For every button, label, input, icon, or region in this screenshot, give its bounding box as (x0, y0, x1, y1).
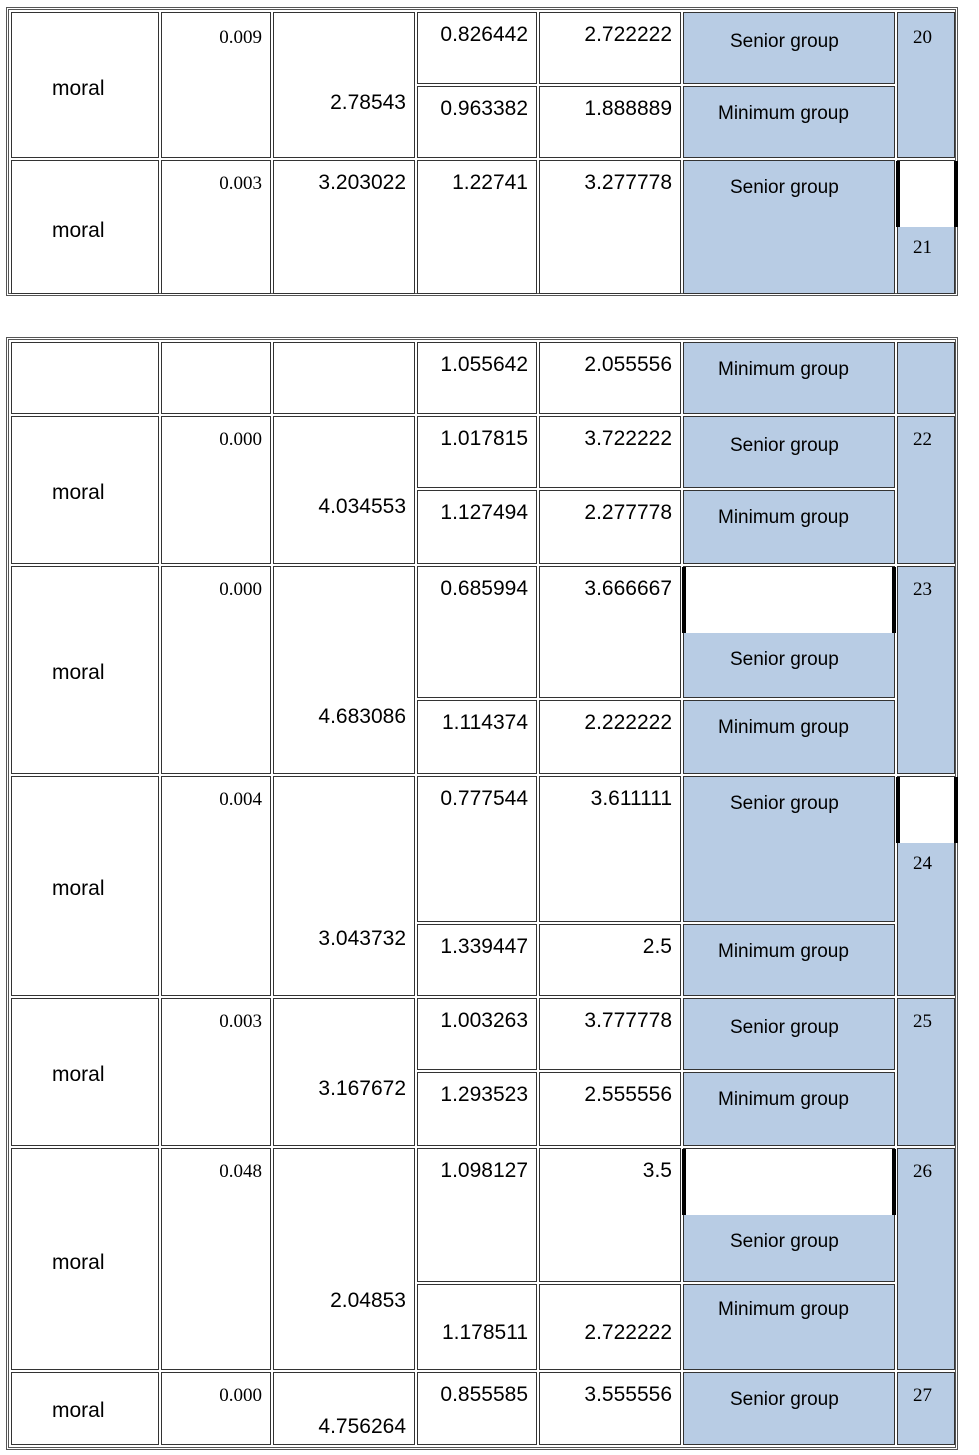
sd-value: 1.127494 (440, 501, 528, 524)
mean-value: 3.5 (642, 1159, 672, 1182)
factor-label: moral (52, 1399, 105, 1422)
factor-cell (11, 1148, 159, 1370)
factor-label: moral (52, 219, 105, 242)
mean-cell (539, 1072, 681, 1146)
group-cell (683, 160, 895, 294)
group-label: Senior group (730, 1017, 839, 1038)
row-number-cell (897, 1148, 955, 1370)
mean-value: 2.555556 (584, 1083, 672, 1106)
f-cell (273, 776, 415, 996)
mean-cell (539, 776, 681, 922)
f-value: 3.043732 (318, 927, 406, 950)
group-label: Minimum group (718, 941, 849, 962)
f-cell (273, 160, 415, 294)
group-cell (683, 1072, 895, 1146)
sig-value: 0.048 (219, 1161, 262, 1182)
row-number-cell (897, 12, 955, 158)
mean-cell (539, 998, 681, 1070)
sd-value: 1.017815 (440, 427, 528, 450)
mean-cell (539, 12, 681, 84)
sd-cell (417, 1372, 537, 1445)
mean-value: 3.777778 (584, 1009, 672, 1032)
sd-cell (417, 86, 537, 158)
mean-value: 3.555556 (584, 1383, 672, 1406)
sd-value: 1.114374 (441, 711, 528, 734)
mean-value: 3.611111 (590, 787, 672, 810)
group-label: Minimum group (718, 507, 849, 528)
sd-cell (417, 924, 537, 996)
factor-cell (11, 160, 159, 294)
row-number-cell (897, 416, 955, 564)
group-label: Senior group (730, 435, 839, 456)
sig-cell (161, 12, 271, 158)
group-cell (683, 1284, 895, 1370)
row-number: 22 (913, 429, 932, 450)
white-gap (684, 567, 894, 633)
group-label: Senior group (730, 1389, 839, 1410)
mean-value: 2.722222 (584, 23, 672, 46)
sd-value: 0.963382 (440, 97, 528, 120)
white-gap (684, 1149, 894, 1215)
sig-value: 0.004 (219, 789, 262, 810)
f-value: 3.203022 (318, 171, 406, 194)
f-value: 3.167672 (318, 1077, 406, 1100)
sd-cell (417, 1284, 537, 1370)
sd-value: 1.003263 (440, 1009, 528, 1032)
border-mark (682, 567, 686, 633)
sig-value: 0.003 (219, 173, 262, 194)
sd-value: 0.855585 (440, 1383, 528, 1406)
f-cell (273, 1148, 415, 1370)
mean-cell (539, 1284, 681, 1370)
row-number-cell (897, 160, 955, 294)
sd-value: 1.178511 (441, 1321, 528, 1344)
mean-cell (539, 924, 681, 996)
mean-cell (539, 416, 681, 488)
factor-cell (11, 566, 159, 774)
row-number: 27 (913, 1385, 932, 1406)
sd-cell (417, 998, 537, 1070)
mean-cell (539, 342, 681, 414)
sd-value: 1.339447 (440, 935, 528, 958)
row-number: 24 (913, 853, 932, 874)
white-gap (898, 161, 954, 227)
sig-cell (161, 566, 271, 774)
sig-value: 0.000 (219, 1385, 262, 1406)
sig-value: 0.009 (219, 27, 262, 48)
row-number-cell (897, 342, 955, 414)
row-number-cell (897, 1372, 955, 1445)
row-number: 23 (913, 579, 932, 600)
sd-value: 1.098127 (440, 1159, 528, 1182)
sd-cell (417, 160, 537, 294)
group-cell (683, 566, 895, 698)
row-number: 20 (913, 27, 932, 48)
sig-cell (161, 160, 271, 294)
row-number-cell (897, 776, 955, 996)
f-value: 4.756264 (318, 1415, 406, 1438)
mean-cell (539, 490, 681, 564)
row-number: 25 (913, 1011, 932, 1032)
f-value: 2.04853 (330, 1289, 406, 1312)
sig-value: 0.000 (219, 429, 262, 450)
sig-cell (161, 776, 271, 996)
mean-value: 2.5 (642, 935, 672, 958)
mean-cell (539, 1148, 681, 1282)
sd-value: 1.22741 (452, 171, 528, 194)
sd-cell (417, 1148, 537, 1282)
sig-cell (161, 1372, 271, 1445)
mean-value: 3.722222 (584, 427, 672, 450)
mean-value: 3.277778 (584, 171, 672, 194)
f-cell (273, 1372, 415, 1445)
factor-label: moral (52, 481, 105, 504)
factor-cell (11, 12, 159, 158)
mean-value: 2.722222 (584, 1321, 672, 1344)
group-label: Minimum group (718, 103, 849, 124)
row-number-cell (897, 998, 955, 1146)
group-cell (683, 416, 895, 488)
mean-cell (539, 1372, 681, 1445)
sig-cell (161, 1148, 271, 1370)
group-label: Senior group (730, 1231, 839, 1252)
group-label: Minimum group (718, 717, 849, 738)
group-label: Senior group (730, 793, 839, 814)
sd-value: 1.293523 (440, 1083, 528, 1106)
mean-value: 3.666667 (584, 577, 672, 600)
factor-cell (11, 416, 159, 564)
f-value: 4.683086 (318, 705, 406, 728)
sd-value: 0.826442 (440, 23, 528, 46)
border-mark (954, 777, 958, 843)
factor-cell (11, 776, 159, 996)
group-cell (683, 776, 895, 922)
group-label: Senior group (730, 31, 839, 52)
group-label: Senior group (730, 649, 839, 670)
f-cell (273, 342, 415, 414)
group-cell (683, 490, 895, 564)
sd-cell (417, 1072, 537, 1146)
results-table-top (6, 7, 958, 296)
group-cell (683, 924, 895, 996)
border-mark (682, 1149, 686, 1215)
border-mark (896, 777, 900, 843)
f-cell (273, 998, 415, 1146)
mean-cell (539, 86, 681, 158)
factor-cell (11, 1372, 159, 1445)
group-cell (683, 12, 895, 84)
group-label: Minimum group (718, 1299, 849, 1320)
sd-value: 0.685994 (440, 577, 528, 600)
group-cell (683, 342, 895, 414)
row-number: 21 (913, 237, 932, 258)
sig-value: 0.000 (219, 579, 262, 600)
group-cell (683, 1372, 895, 1445)
factor-label: moral (52, 77, 105, 100)
factor-label: moral (52, 877, 105, 900)
f-cell (273, 566, 415, 774)
sd-cell (417, 490, 537, 564)
mean-cell (539, 566, 681, 698)
border-mark (896, 161, 900, 227)
group-label: Senior group (730, 177, 839, 198)
sig-cell (161, 416, 271, 564)
mean-value: 2.055556 (584, 353, 672, 376)
row-number: 26 (913, 1161, 932, 1182)
group-label: Minimum group (718, 359, 849, 380)
sig-cell (161, 342, 271, 414)
mean-cell (539, 160, 681, 294)
factor-label: moral (52, 1063, 105, 1086)
sig-cell (161, 998, 271, 1146)
f-cell (273, 416, 415, 564)
factor-cell (11, 998, 159, 1146)
group-label: Minimum group (718, 1089, 849, 1110)
sd-cell (417, 776, 537, 922)
sd-cell (417, 12, 537, 84)
group-cell (683, 1148, 895, 1282)
factor-label: moral (52, 1251, 105, 1274)
factor-label: moral (52, 661, 105, 684)
sd-value: 0.777544 (440, 787, 528, 810)
sd-cell (417, 700, 537, 774)
group-cell (683, 700, 895, 774)
white-gap (898, 777, 954, 843)
sd-cell (417, 566, 537, 698)
mean-cell (539, 700, 681, 774)
results-table-bottom (6, 337, 958, 1450)
group-cell (683, 86, 895, 158)
border-mark (954, 161, 958, 227)
border-mark (892, 1149, 896, 1215)
mean-value: 2.222222 (584, 711, 672, 734)
sd-cell (417, 342, 537, 414)
mean-value: 1.888889 (584, 97, 672, 120)
group-cell (683, 998, 895, 1070)
f-cell (273, 12, 415, 158)
row-number-cell (897, 566, 955, 774)
sd-value: 1.055642 (440, 353, 528, 376)
f-value: 2.78543 (330, 91, 406, 114)
factor-cell (11, 342, 159, 414)
mean-value: 2.277778 (584, 501, 672, 524)
border-mark (892, 567, 896, 633)
sd-cell (417, 416, 537, 488)
sig-value: 0.003 (219, 1011, 262, 1032)
f-value: 4.034553 (318, 495, 406, 518)
